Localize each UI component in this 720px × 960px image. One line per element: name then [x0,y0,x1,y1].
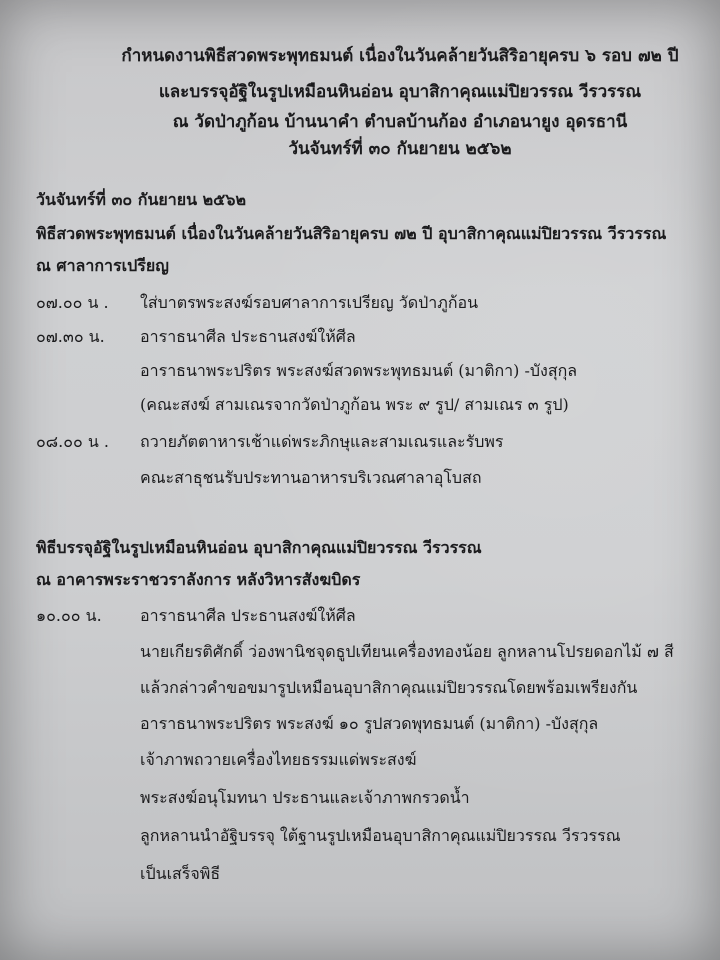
schedule-text: อาราธนาศีล ประธานสงฆ์ให้ศีล [140,606,356,625]
schedule-time: ๑๐.๐๐ น. [36,606,102,625]
schedule-time: ๐๗.๓๐ น. [36,327,105,346]
schedule-text: นายเกียรติศักดิ์ ว่องพานิชจุดธูปเทียนเครื่องทองน้อย ลูกหลานโปรยดอกไม้ ๗ สี [140,642,674,661]
schedule-text: คณะสาธุชนรับประทานอาหารบริเวณศาลาอุโบสถ [140,468,482,487]
schedule-text: ลูกหลานนำอัฐิบรรจุ ใต้ฐานรูปเหมือนอุบาสิกาคุณแม่ปิยวรรณ วีรวรรณ [140,826,621,845]
section2-venue: ณ อาคารพระราชวราลังการ หลังวิหารสังฆบิดร [36,570,361,589]
schedule-text: (คณะสงฆ์ สามเณรจากวัดป่าภูก้อน พระ ๙ รูป/ สามเณร ๓ รูป) [140,395,569,414]
schedule-text: ใส่บาตรพระสงฆ์รอบศาลาการเปรียญ วัดป่าภูก้อน [140,293,479,312]
schedule-text: พระสงฆ์อนุโมทนา ประธานและเจ้าภาพกรวดน้ำ [140,788,470,807]
section1-venue: ณ ศาลาการเปรียญ [36,256,169,275]
section1-title: พิธีสวดพระพุทธมนต์ เนื่องในวันคล้ายวันสิริอายุครบ ๗๒ ปี อุบาสิกาคุณแม่ปิยวรรณ วีรวรรณ [36,224,667,243]
schedule-text: เป็นเสร็จพิธี [140,864,221,883]
schedule-time: ๐๘.๐๐ น . [36,432,109,451]
header-line-3: ณ วัดป่าภูก้อน บ้านนาคำ ตำบลบ้านก้อง อำเภอนายูง อุดรธานี [172,112,628,132]
section1-date: วันจันทร์ที่ ๓๐ กันยายน ๒๕๖๒ [36,190,246,209]
header-line-4: วันจันทร์ที่ ๓๐ กันยายน ๒๕๖๒ [288,139,512,159]
schedule-text: อาราธนาพระปริตร พระสงฆ์ ๑๐ รูปสวดพุทธมนต์ (มาติกา) -บังสุกุล [140,714,599,733]
schedule-text: แล้วกล่าวคำขอขมารูปเหมือนอุบาสิกาคุณแม่ปิยวรรณโดยพร้อมเพรียงกัน [140,678,638,697]
schedule-text: เจ้าภาพถวายเครื่องไทยธรรมแด่พระสงฆ์ [140,750,417,769]
header-line-1: กำหนดงานพิธีสวดพระพุทธมนต์ เนื่องในวันคล้ายวันสิริอายุครบ ๖ รอบ ๗๒ ปี [121,46,679,66]
header-line-2: และบรรจุอัฐิในรูปเหมือนหินอ่อน อุบาสิกาคุณแม่ปิยวรรณ วีรวรรณ [158,82,642,102]
section2-title: พิธีบรรจุอัฐิในรูปเหมือนหินอ่อน อุบาสิกาคุณแม่ปิยวรรณ วีรวรรณ [36,538,482,557]
schedule-time: ๐๗.๐๐ น . [36,293,109,312]
schedule-text: ถวายภัตตาหารเช้าแด่พระภิกษุและสามเณรและรับพร [140,432,504,451]
schedule-text: อาราธนาศีล ประธานสงฆ์ให้ศีล [140,327,356,346]
schedule-text: อาราธนาพระปริตร พระสงฆ์สวดพระพุทธมนต์ (มาติกา) -บังสุกุล [140,361,578,380]
